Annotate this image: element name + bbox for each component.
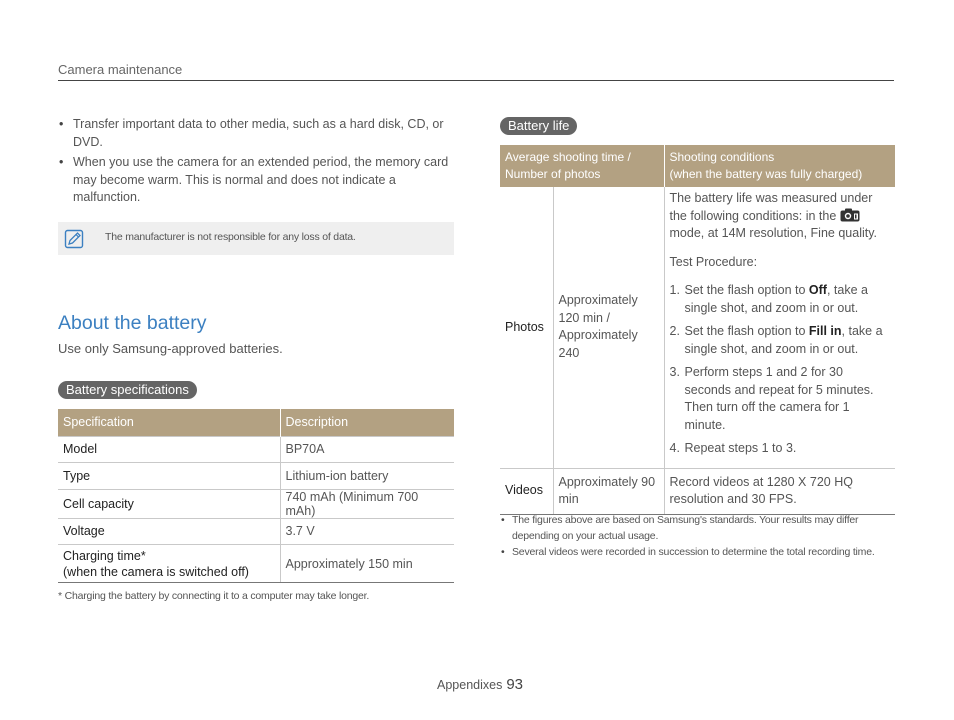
spec-name xyxy=(58,545,280,583)
table-row xyxy=(500,187,895,468)
step-option: Off xyxy=(808,283,827,297)
row-label-videos: Videos xyxy=(500,468,553,514)
list-item xyxy=(670,364,891,434)
note-box xyxy=(58,222,454,255)
list-item: • Several videos were recorded in succession to determine the total recording time. xyxy=(500,545,895,561)
videos-conditions: Record videos at 1280 X 720 HQ resolution and 30 FPS. xyxy=(664,468,895,514)
intro-text: The battery life was measured under the following conditions: in the xyxy=(669,191,873,223)
header-line: (when the battery was fully charged) xyxy=(669,167,863,181)
battery-life-heading: Battery life xyxy=(500,117,577,135)
battery-spec-table xyxy=(58,409,454,583)
spec-name: Type xyxy=(58,463,280,490)
list-item xyxy=(670,282,891,317)
list-item: • Transfer important data to other media, such as a hard disk, CD, or DVD. xyxy=(58,116,454,151)
table-row xyxy=(58,463,454,490)
table-header-row xyxy=(500,145,895,187)
battery-life-table xyxy=(500,145,895,515)
table-row xyxy=(58,436,454,463)
spec-value: Approximately 150 min xyxy=(280,545,454,583)
list-item: • When you use the camera for an extended period, the memory card may become warm. This is normal and does not indicate a malfunction. xyxy=(58,154,454,207)
header-divider xyxy=(58,80,894,81)
list-item: • The figures above are based on Samsung's standards. Your results may differ depending on your actual usage. xyxy=(500,513,895,544)
step-number: 2. xyxy=(669,324,680,338)
photos-amount: Approximately 120 min / Approximately 240 xyxy=(553,187,664,468)
procedure-steps xyxy=(670,282,891,458)
step-text: Perform steps 1 and 2 for 30 seconds and repeat for 5 minutes. Then turn off the camera for 1 minute. xyxy=(684,365,874,432)
header-line: Average shooting time / xyxy=(505,150,631,164)
spec-value: 3.7 V xyxy=(280,518,454,545)
table-row xyxy=(58,545,454,583)
videos-amount: Approximately 90 min xyxy=(553,468,664,514)
header-line: Shooting conditions xyxy=(669,150,775,164)
step-number: 4. xyxy=(669,441,680,455)
battery-section-title: About the battery xyxy=(58,312,207,334)
column-header: Specification xyxy=(58,409,280,436)
spec-name: Cell capacity xyxy=(58,489,280,518)
care-bullet-list xyxy=(58,116,454,210)
spec-value: BP70A xyxy=(280,436,454,463)
battery-section-subtitle: Use only Samsung-approved batteries. xyxy=(58,341,283,356)
spec-footnote: * Charging the battery by connecting it to a computer may take longer. xyxy=(58,590,370,602)
spec-name-qualifier: (when the camera is switched off) xyxy=(63,564,249,579)
header-section-title: Camera maintenance xyxy=(58,62,183,77)
table-row xyxy=(500,468,895,514)
column-header xyxy=(664,145,895,187)
page-number: 93 xyxy=(506,676,524,693)
list-item xyxy=(670,440,891,458)
spec-value: 740 mAh (Minimum 700 mAh) xyxy=(280,489,454,518)
battery-spec-heading: Battery specifications xyxy=(58,381,197,399)
step-text: Set the flash option to xyxy=(684,283,806,297)
column-header: Description xyxy=(280,409,454,436)
table-row xyxy=(58,489,454,518)
page-footer xyxy=(437,676,523,693)
note-text: The manufacturer is not responsible for any loss of data. xyxy=(105,231,356,243)
step-text: Repeat steps 1 to 3. xyxy=(684,441,797,455)
spec-name: Model xyxy=(58,436,280,463)
camera-program-mode-icon xyxy=(840,208,860,222)
conditions-intro xyxy=(670,190,891,243)
step-text: , take a single shot, and zoom in or out. xyxy=(684,324,883,356)
photos-conditions xyxy=(664,187,895,468)
table-header-row xyxy=(58,409,454,436)
step-text: Set the flash option to xyxy=(684,324,806,338)
step-option: Fill in xyxy=(808,324,842,338)
spec-name: Voltage xyxy=(58,518,280,545)
step-number: 3. xyxy=(669,365,680,379)
note-pencil-icon xyxy=(64,229,84,249)
step-number: 1. xyxy=(669,283,680,297)
row-label-photos: Photos xyxy=(500,187,553,468)
battery-life-notes xyxy=(500,513,895,562)
table-row xyxy=(58,518,454,545)
header-line: Number of photos xyxy=(505,167,601,181)
spec-value: Lithium-ion battery xyxy=(280,463,454,490)
footer-section: Appendixes xyxy=(437,678,503,692)
spec-name-line: Charging time* xyxy=(63,548,146,563)
list-item xyxy=(670,323,891,358)
step-text: , take a single shot, and zoom in or out. xyxy=(684,283,868,315)
procedure-title: Test Procedure: xyxy=(669,254,758,269)
intro-text: mode, at 14M resolution, Fine quality. xyxy=(669,226,878,240)
column-header xyxy=(500,145,664,187)
